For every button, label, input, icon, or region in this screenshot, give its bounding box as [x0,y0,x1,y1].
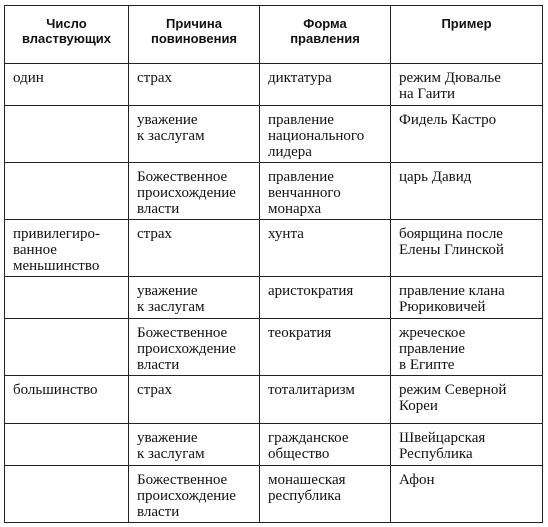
cell-text: тоталитаризм [268,382,355,398]
cell-text: один [13,70,44,86]
cell-text: режим Северной Кореи [399,382,507,414]
cell-text: теократия [268,325,332,341]
header-label: Пример [441,16,492,31]
table-row [5,163,543,220]
table-cell [260,424,391,466]
header-cell-rulers-count [5,6,129,64]
table-cell [260,106,391,163]
table-cell [129,106,260,163]
cell-text: Божественное происхождение власти [137,169,236,217]
table-cell [391,220,543,277]
table-cell [129,64,260,106]
table-row [5,466,543,523]
cell-text: Божественное происхождение власти [137,472,236,520]
table-cell [391,466,543,523]
table-cell [260,319,391,376]
table-header-row [5,6,543,64]
table-cell [5,466,129,523]
table-row [5,376,543,424]
table-cell [391,376,543,424]
table-cell [391,64,543,106]
cell-text: Божественное происхождение власти [137,325,236,373]
table-cell [391,424,543,466]
table-cell [391,106,543,163]
table-row [5,220,543,277]
table-cell [5,424,129,466]
table-cell [260,466,391,523]
cell-text: Фидель Кастро [399,112,497,128]
table-cell [260,220,391,277]
cell-text: уважение к заслугам [137,112,205,144]
cell-text: Афон [399,472,435,488]
table-cell [129,163,260,220]
header-label: Форма правления [290,16,360,46]
table-cell [260,64,391,106]
cell-text: гражданское общество [268,430,349,462]
table-cell [5,106,129,163]
table-row [5,424,543,466]
header-cell-government-form [260,6,391,64]
cell-text: аристократия [268,283,354,299]
table-row [5,319,543,376]
table-cell [391,277,543,319]
cell-text: уважение к заслугам [137,283,205,315]
header-label: Число властвующих [21,16,112,46]
cell-text: правление национального лидера [268,112,365,160]
table-cell [391,319,543,376]
cell-text: режим Дювалье на Гаити [399,70,501,102]
table-cell [5,376,129,424]
table-cell [391,163,543,220]
cell-text: царь Давид [399,169,472,185]
table-cell [129,466,260,523]
cell-text: боярщина после Елены Глинской [399,226,504,258]
table-row [5,277,543,319]
table-row [5,106,543,163]
table-cell [129,376,260,424]
cell-text: монашеская республика [268,472,346,504]
cell-text: диктатура [268,70,332,86]
header-label: Причина повиновения [150,16,238,46]
cell-text: правление венчанного монарха [268,169,341,217]
table-row [5,64,543,106]
table-cell [129,277,260,319]
power-forms-table [4,5,543,523]
table-cell [260,277,391,319]
table-cell [129,220,260,277]
cell-text: уважение к заслугам [137,430,205,462]
table-cell [5,277,129,319]
table-cell [129,424,260,466]
cell-text: жреческое правление в Египте [399,325,466,373]
table-cell [5,64,129,106]
table-cell [5,220,129,277]
cell-text: страх [137,382,173,398]
header-cell-example [391,6,543,64]
cell-text: хунта [268,226,304,242]
cell-text: правление клана Рюриковичей [399,283,505,315]
cell-text: большинство [13,382,98,398]
table-cell [5,319,129,376]
cell-text: страх [137,226,173,242]
table-cell [260,376,391,424]
table-cell [5,163,129,220]
cell-text: Швейцарская Республика [399,430,486,462]
table-cell [260,163,391,220]
table-cell [129,319,260,376]
header-cell-obedience-reason [129,6,260,64]
cell-text: привилегиро- ванное меньшинство [13,226,100,274]
cell-text: страх [137,70,173,86]
